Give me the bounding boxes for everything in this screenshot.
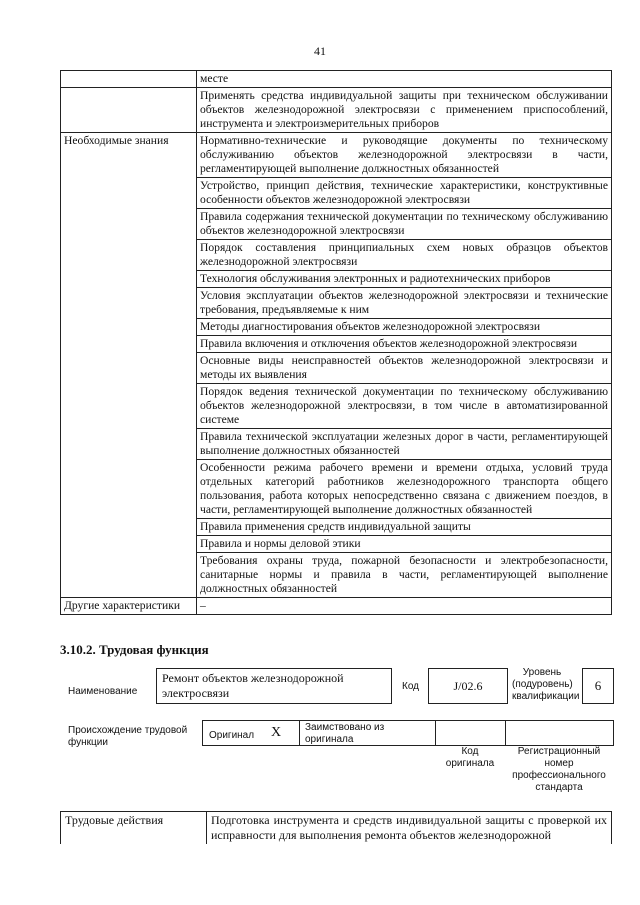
code-value: J/02.6 (453, 679, 483, 693)
other-label: Другие характеристики (61, 598, 197, 615)
section-title: 3.10.2. Трудовая функция (60, 642, 209, 657)
actions-table (60, 811, 612, 844)
level-value: 6 (594, 678, 602, 693)
actions-label: Трудовые действия (61, 812, 207, 845)
divider (299, 721, 300, 745)
table-row (61, 71, 612, 88)
knowledge-table (60, 70, 612, 615)
knowledge-item: Правила содержания технической документации по техническому обслуживанию объектов железнодорожной электросвязи (197, 209, 612, 240)
knowledge-item: Условия эксплуатации объектов железнодорожной электросвязи и технические требования, предъявляемые к ним (197, 288, 612, 319)
table-cell: Применять средства индивидуальной защиты при техническом обслуживании объектов железнодорожной электросвязи с применением приспособлений, инструмента и электроизмерительных приборов (197, 88, 612, 133)
table-row (61, 812, 612, 845)
origin-label: Происхождение трудовой функции (68, 725, 188, 748)
knowledge-item: Порядок ведения технической документации по техническому обслуживанию объектов железнодорожной электросвязи, в том числе в автоматизированной системе (197, 384, 612, 429)
divider (435, 721, 436, 745)
empty-cell (61, 88, 197, 133)
knowledge-item: Устройство, принцип действия, технические характеристики, конструктивные особенности объектов железнодорожной электросвязи (197, 178, 612, 209)
empty-cell (61, 71, 197, 88)
action-item: Подготовка инструмента и средств индивидуальной защиты с проверкой их исправности для выполнения ремонта объектов железнодорожной (207, 812, 612, 845)
table-cell: месте (197, 71, 612, 88)
knowledge-item: Правила включения и отключения объектов железнодорожной электросвязи (197, 336, 612, 353)
origin-box (202, 720, 614, 746)
page-number: 41 (314, 44, 326, 58)
function-name: Ремонт объектов железнодорожной электросвязи (162, 671, 344, 700)
other-value: – (197, 598, 612, 615)
code-caption: Код оригинала (445, 746, 495, 769)
knowledge-label: Необходимые знания (61, 133, 197, 598)
knowledge-item: Технология обслуживания электронных и радиотехнических приборов (197, 271, 612, 288)
knowledge-item: Основные виды неисправностей объектов железнодорожной электросвязи и методы их выявления (197, 353, 612, 384)
original-label: Оригинал (209, 730, 255, 741)
level-label: Уровень (подуровень) квалификации (512, 667, 580, 702)
knowledge-item: Правила применения средств индивидуальной защиты (197, 519, 612, 536)
knowledge-item: Правила и нормы деловой этики (197, 536, 612, 553)
knowledge-item: Методы диагностирования объектов железнодорожной электросвязи (197, 319, 612, 336)
table-row (61, 88, 612, 133)
code-box (428, 668, 508, 704)
name-box (156, 668, 392, 704)
divider (505, 721, 506, 745)
code-label: Код (402, 681, 420, 692)
knowledge-item: Правила технической эксплуатации железных дорог в части, регламентирующей выполнение должностных обязанностей (197, 429, 612, 460)
name-label: Наименование (68, 686, 138, 697)
table-row (61, 133, 612, 178)
original-mark: X (271, 725, 282, 740)
knowledge-item: Нормативно-технические и руководящие документы по техническому обслуживанию объектов железнодорожной электросвязи в части, регламентирующей выполнение должностных обязанностей (197, 133, 612, 178)
table-row (61, 598, 612, 615)
knowledge-item: Порядок составления принципиальных схем новых образцов объектов железнодорожной электросвязи (197, 240, 612, 271)
knowledge-item: Особенности режима рабочего времени и времени отдыха, условий труда отдельных категорий работников железнодорожного транспорта общего пользования, работа которых непосредственно связана с движением поездов, в части, регламентирующей выполнение должностных обязанностей (197, 460, 612, 519)
level-box (582, 668, 614, 704)
knowledge-item: Требования охраны труда, пожарной безопасности и электробезопасности, санитарные нормы и правила в части, регламентирующей выполнение должностных обязанностей (197, 553, 612, 598)
reg-caption: Регистрационный номер профессионального стандарта (512, 746, 606, 793)
borrowed-label: Заимствовано из оригинала (305, 722, 385, 745)
